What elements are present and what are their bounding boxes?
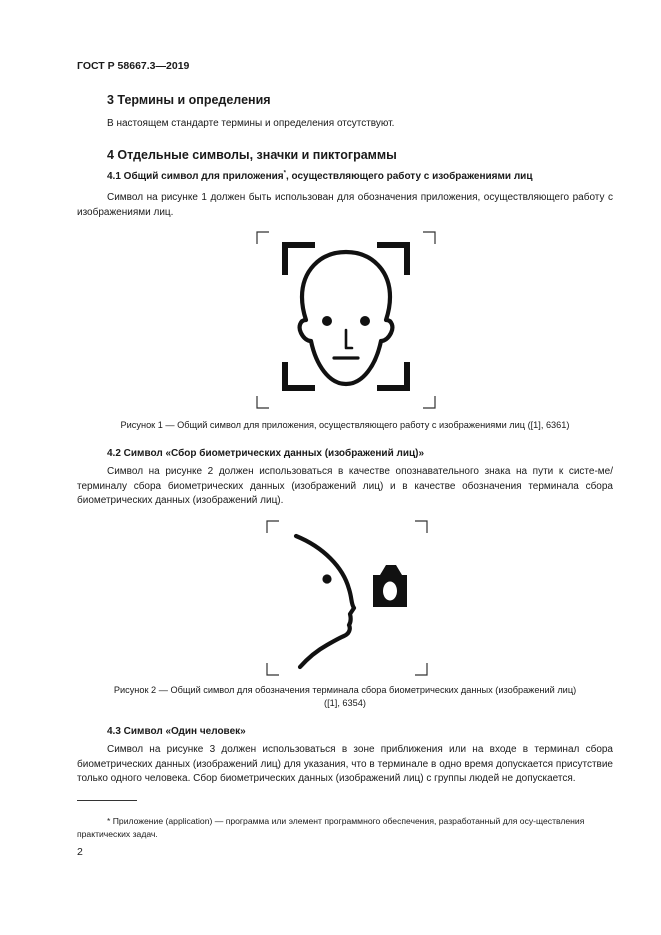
subsection-4-3-text: Символ на рисунке 3 должен использоваться в зоне приближения или на входе в терминал сбора биометрических данных (изображений лиц) для указания, что в терминале в одно время допускается присутствие только одного человека. Сбор биометрических данных (изображений лиц) с группы людей не допускается.	[77, 744, 613, 784]
subsection-4-3-title: 4.3 Символ «Один человек»	[107, 726, 246, 737]
biometric-camera-icon	[296, 536, 407, 667]
section-4-title: 4 Отдельные символы, значки и пиктограммы	[107, 148, 397, 162]
face-scan-icon	[285, 245, 407, 388]
footnote-marker[interactable]: *	[283, 170, 286, 177]
figure-1	[255, 230, 437, 412]
subsection-4-1-title-start: 4.1 Общий символ для приложения	[107, 171, 284, 182]
subsection-4-2-text: Символ на рисунке 2 должен использоваться в качестве опознавательного знака на пути к систе-ме/терминалу сбора биометрических данных (изображений лиц) и в качестве обозначения терминала сбора биометрических данных (изображений лиц).	[77, 466, 613, 506]
subsection-4-1-text: Символ на рисунке 1 должен быть использован для обозначения приложения, осуществляющего работу с изображениями лиц.	[77, 192, 613, 218]
subsection-4-2-title: 4.2 Символ «Сбор биометрических данных (изображений лиц)»	[107, 448, 425, 459]
footnote-separator	[77, 800, 137, 801]
section-3-title: 3 Термины и определения	[107, 93, 271, 107]
figure-2-caption-line2: ([1], 6354)	[324, 698, 366, 708]
figure-2-caption-line1: Рисунок 2 — Общий символ для обозначения терминала сбора биометрических данных (изображений лиц)	[113, 685, 577, 695]
subsection-4-1-title	[107, 171, 532, 182]
figure-2-caption	[60, 684, 630, 710]
subsection-4-1-title-end: , осуществляющего работу с изображениями лиц	[285, 171, 533, 182]
section-3-text: В настоящем стандарте термины и определения отсутствуют.	[107, 118, 395, 129]
figure-2	[265, 519, 429, 677]
figure-1-caption: Рисунок 1 — Общий символ для приложения, осуществляющего работу с изображениями лиц ([1], 6361)	[120, 420, 570, 430]
page-number: 2	[77, 846, 83, 858]
document-header: ГОСТ Р 58667.3—2019	[77, 60, 190, 72]
footnote-text: * Приложение (application) — программа или элемент программного обеспечения, разработанный для осу-ществления практических задач.	[77, 816, 585, 839]
